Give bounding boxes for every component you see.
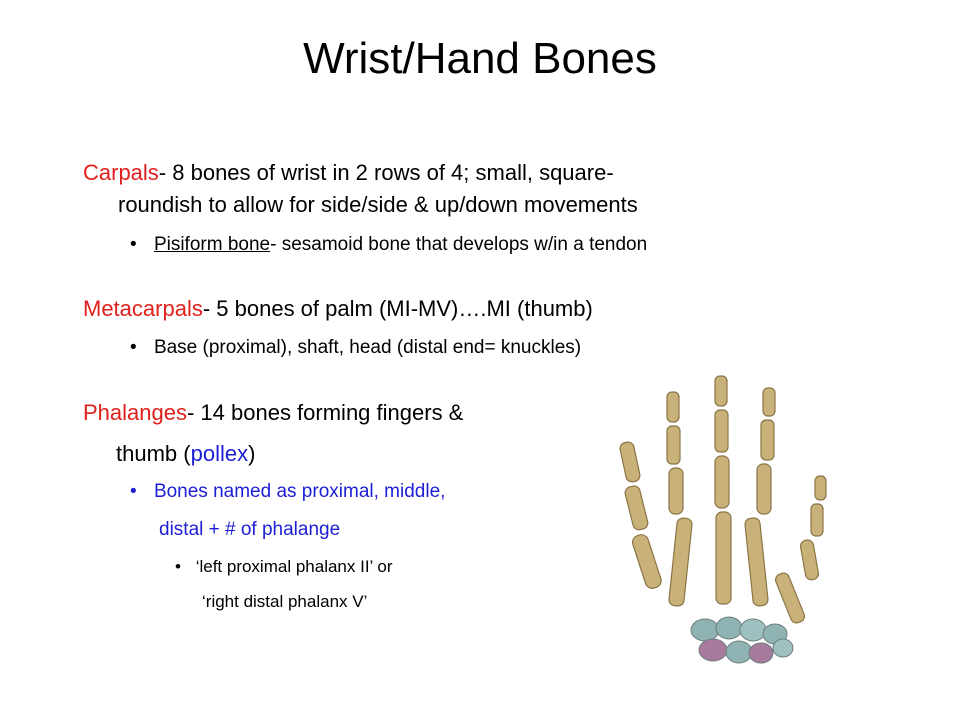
phalanges-text-1: - 14 bones forming fingers & [186,400,464,425]
phalanges-term: Phalanges [83,400,187,425]
pisiform-term: Pisiform bone [153,234,271,255]
phalanges-line-2 [116,441,255,467]
metacarpals-term: Metacarpals [83,296,203,321]
bullet-dot: • [175,557,181,576]
bullet-dot: • [130,234,137,255]
carpal-bones [691,617,793,663]
metacarpals-bullet-text: Base (proximal), shaft, head (distal end= knuckles) [153,337,582,358]
phalanges-sub-text-1: ‘left proximal phalanx II’ or [195,557,393,576]
carpals-line-2: roundish to allow for side/side & up/down movements [118,192,638,217]
finger-bones [619,376,826,625]
metacarpals-line [83,296,593,322]
phalanges-bullet-1 [130,481,445,503]
carpals-line-1 [83,160,614,186]
pollex-term: pollex [190,441,249,466]
phalanges-sub-text-2: ‘right distal phalanx V’ [202,592,368,611]
phalanges-line-1 [83,400,463,426]
carpals-term: Carpals [83,160,159,185]
phalanges-bullet-text-1: Bones named as proximal, middle, [153,481,446,502]
bullet-dot: • [130,337,137,358]
phalanges-bullet-text-2: distal + # of phalange [159,519,341,540]
phalanges-text-2-post: ) [248,441,256,466]
hand-skeleton-illustration [615,372,845,692]
bullet-dot: • [130,481,137,502]
slide-title: Wrist/Hand Bones [303,34,657,83]
metacarpals-text: - 5 bones of palm (MI-MV)….MI (thumb) [202,296,593,321]
phalanges-sub-bullet [175,557,393,577]
pisiform-text: - sesamoid bone that develops w/in a tendon [270,234,648,255]
carpals-text-1: - 8 bones of wrist in 2 rows of 4; small, square- [158,160,614,185]
pisiform-bullet [130,234,647,256]
metacarpals-bullet [130,337,581,359]
phalanges-text-2-pre: thumb ( [116,441,191,466]
